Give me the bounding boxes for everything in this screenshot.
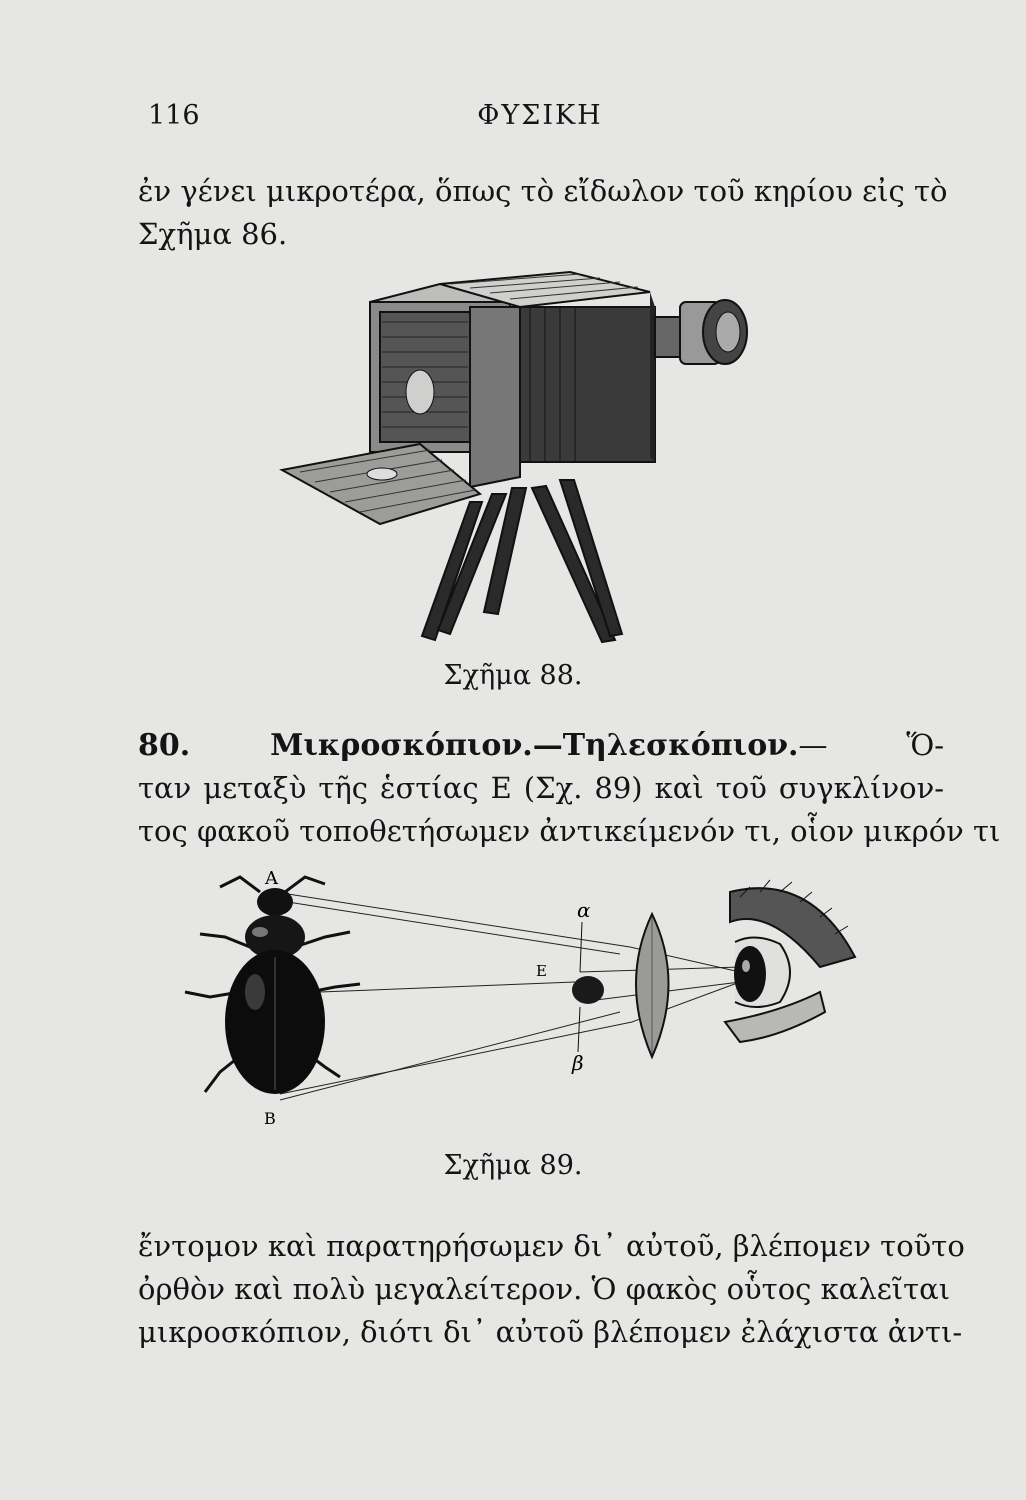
text-line: ἔντομον καὶ παρατηρήσωμεν δι᾽ αὐτοῦ, βλέπομεν τοῦτο — [138, 1229, 965, 1263]
text-line-fragment: — Ὅ- — [798, 728, 944, 762]
text-line: μικροσκόπιον, διότι δι᾽ αὐτοῦ βλέπομεν ἐλάχιστα ἀντι- — [138, 1315, 963, 1349]
label-alpha: α — [577, 898, 591, 922]
label-B: B — [264, 1109, 276, 1128]
text-line: ἐν γένει μικροτέρα, ὅπως τὸ εἴδωλον τοῦ κηρίου εἰς τὸ — [138, 174, 948, 208]
page-header — [140, 100, 940, 140]
text-line: Σχῆμα 86. — [138, 217, 288, 251]
text-line: τος φακοῦ τοποθετήσωμεν ἀντικείμενόν τι, οἷον μικρόν τι — [138, 814, 1001, 848]
text-line: ὀρθὸν καὶ πολὺ μεγαλείτερον. Ὁ φακὸς οὗτος καλεῖται — [138, 1272, 951, 1306]
running-title: ΦΥΣΙΚΗ — [477, 100, 603, 131]
section-heading: 80. Μικροσκόπιον.—Τηλεσκόπιον. — [138, 728, 799, 763]
text-line: ταν μεταξὺ τῆς ἑστίας Ε (Σχ. 89) καὶ τοῦ συγκλίνον- — [138, 771, 944, 805]
camera-obscura-illustration — [270, 262, 770, 652]
label-A: A — [265, 868, 278, 889]
top-paragraph — [138, 170, 948, 256]
page-number: 116 — [148, 100, 200, 131]
section-paragraph — [138, 724, 1001, 853]
label-E: E — [536, 962, 547, 980]
beetle-lens-eye-illustration — [180, 862, 870, 1132]
figure-89-caption: Σχῆμα 89. — [443, 1150, 583, 1181]
label-beta: β — [572, 1051, 584, 1075]
bottom-paragraph — [138, 1225, 965, 1354]
section-first-line — [138, 724, 944, 767]
figure-88-caption: Σχῆμα 88. — [443, 660, 583, 691]
